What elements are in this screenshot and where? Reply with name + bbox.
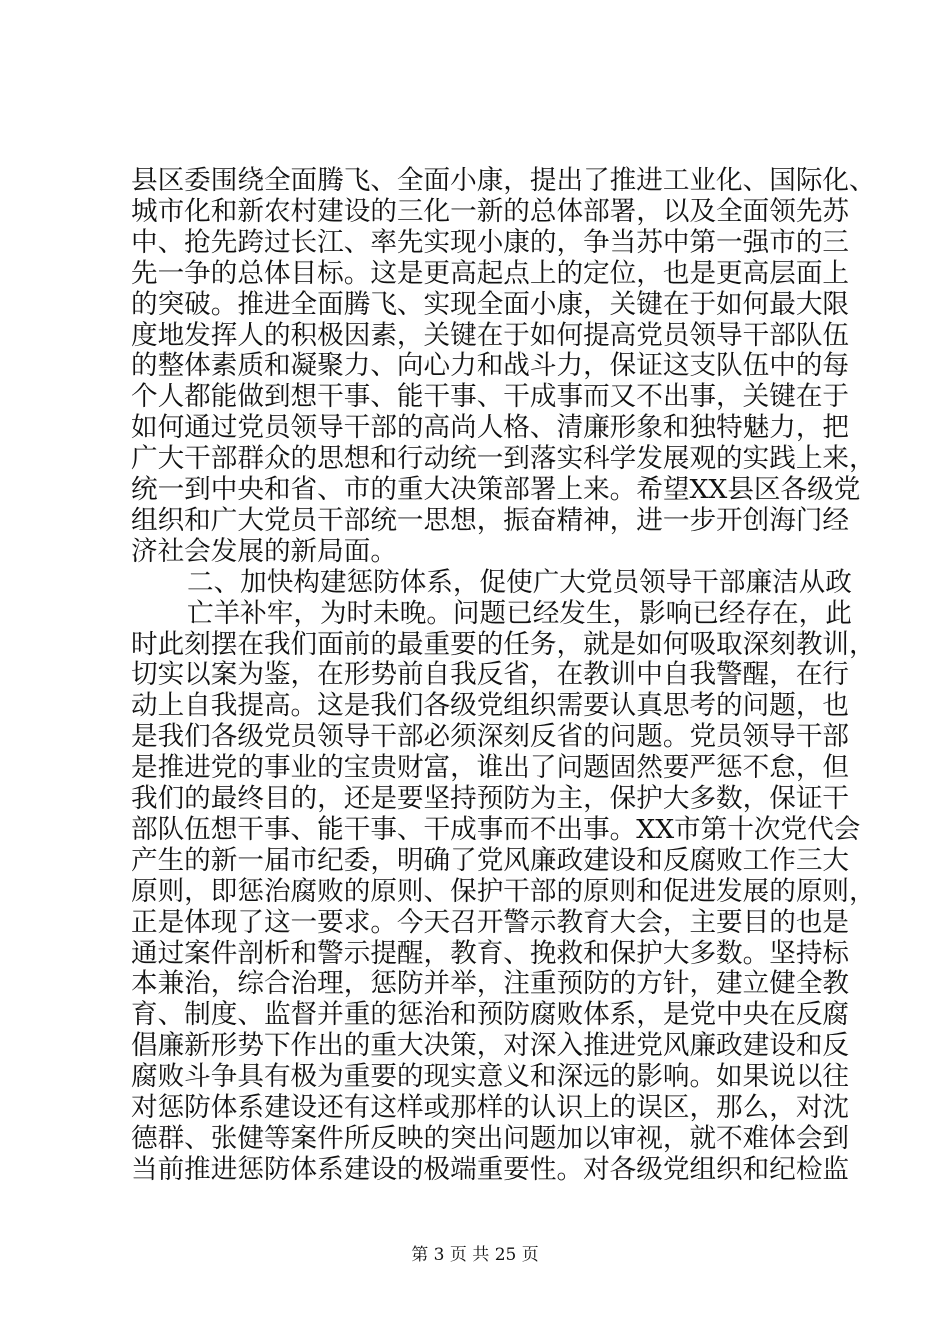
body-text-line: 的整体素质和凝聚力、向心力和战斗力，保证这支队伍中的每 xyxy=(131,350,850,381)
body-text-line: 中、抢先跨过长江、率先实现小康的，争当苏中第一强市的三 xyxy=(131,227,850,258)
body-text-line: 统一到中央和省、市的重大决策部署上来。希望XX县区各级党 xyxy=(131,474,861,505)
body-text-line: 原则，即惩治腐败的原则、保护干部的原则和促进发展的原则， xyxy=(131,876,876,907)
body-text-line: 对惩防体系建设还有这样或那样的认识上的误区，那么，对沈 xyxy=(131,1092,850,1123)
page-number-footer: 第 3 页 共 25 页 xyxy=(411,1245,539,1265)
body-text-line: 组织和广大党员干部统一思想，振奋精神，进一步开创海门经 xyxy=(131,505,850,536)
body-text-line: 通过案件剖析和警示提醒，教育、挽救和保护大多数。坚持标 xyxy=(131,938,850,969)
body-text-line: 是推进党的事业的宝贵财富，谁出了问题固然要严惩不怠，但 xyxy=(131,752,850,783)
body-text-line: 是我们各级党员领导干部必须深刻反省的问题。党员领导干部 xyxy=(131,721,850,752)
body-text-line: 城市化和新农村建设的三化一新的总体部署，以及全面领先苏 xyxy=(131,196,850,227)
body-text-line: 腐败斗争具有极为重要的现实意义和深远的影响。如果说以往 xyxy=(131,1061,850,1092)
body-text-line: 正是体现了这一要求。今天召开警示教育大会，主要目的也是 xyxy=(131,907,850,938)
body-text-line: 广大干部群众的思想和行动统一到落实科学发展观的实践上来， xyxy=(131,443,876,474)
body-text-line: 动上自我提高。这是我们各级党组织需要认真思考的问题，也 xyxy=(131,690,850,721)
body-text-line: 德群、张健等案件所反映的突出问题加以审视，就不难体会到 xyxy=(131,1123,850,1154)
body-text-line: 本兼治，综合治理，惩防并举，注重预防的方针，建立健全教 xyxy=(131,968,850,999)
body-text-line: 产生的新一届市纪委，明确了党风廉政建设和反腐败工作三大 xyxy=(131,845,850,876)
body-text-line: 的突破。推进全面腾飞、实现全面小康，关键在于如何最大限 xyxy=(131,289,850,320)
body-text-line: 我们的最终目的，还是要坚持预防为主，保护大多数，保证干 xyxy=(131,783,850,814)
body-text-line: 如何通过党员领导干部的高尚人格、清廉形象和独特魅力，把 xyxy=(131,412,850,443)
body-text-line: 当前推进惩防体系建设的极端重要性。对各级党组织和纪检监 xyxy=(131,1154,850,1185)
body-text-line: 先一争的总体目标。这是更高起点上的定位，也是更高层面上 xyxy=(131,258,850,289)
body-text-line: 时此刻摆在我们面前的最重要的任务，就是如何吸取深刻教训， xyxy=(131,629,876,660)
body-text-line: 倡廉新形势下作出的重大决策，对深入推进党风廉政建设和反 xyxy=(131,1030,850,1061)
body-text-line: 育、制度、监督并重的惩治和预防腐败体系，是党中央在反腐 xyxy=(131,999,850,1030)
body-text-line: 个人都能做到想干事、能干事、干成事而又不出事，关键在于 xyxy=(131,381,850,412)
body-text-line: 县区委围绕全面腾飞、全面小康，提出了推进工业化、国际化、 xyxy=(131,165,876,196)
body-text-line: 济社会发展的新局面。 xyxy=(131,536,397,567)
body-text-line: 部队伍想干事、能干事、干成事而不出事。XX市第十次党代会 xyxy=(131,814,861,845)
section-heading: 二、加快构建惩防体系，促使广大党员领导干部廉洁从政 xyxy=(187,567,852,598)
body-text-line: 度地发挥人的积极因素，关键在于如何提高党员领导干部队伍 xyxy=(131,320,850,351)
paragraph-first-line: 亡羊补牢，为时未晚。问题已经发生，影响已经存在，此 xyxy=(187,598,852,629)
body-text-line: 切实以案为鉴，在形势前自我反省，在教训中自我警醒，在行 xyxy=(131,659,850,690)
